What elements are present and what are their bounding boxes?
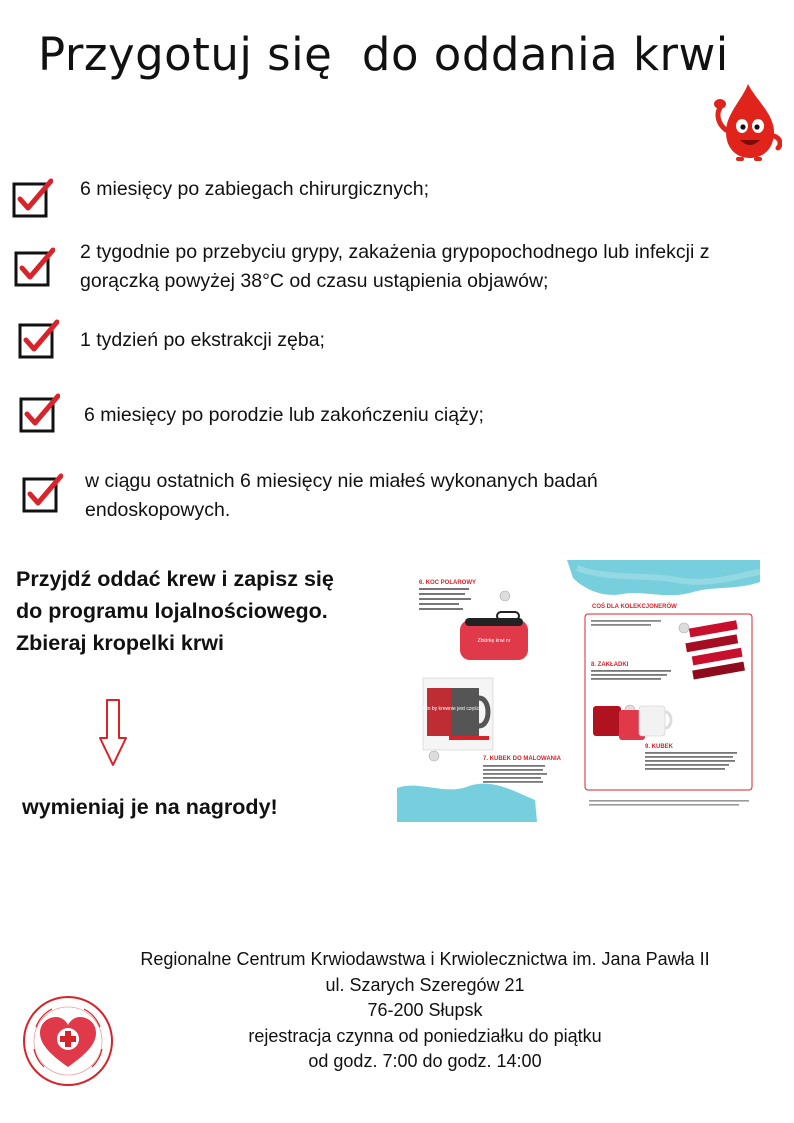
catalog-blanket-print: Zbiórkę krwi nr xyxy=(477,638,511,644)
rckik-logo-icon xyxy=(22,995,114,1087)
rewards-catalog-image xyxy=(397,560,760,822)
catalog-item8-title: 8. ZAKŁADKI xyxy=(591,662,629,668)
red-checkbox-icon xyxy=(21,473,63,515)
checklist-item-2: 2 tygodnie po przebyciu grypy, zakażenia grypopochodnego lub infekcji z gorączką powyżej 38°C od czasu ustąpienia objawów; xyxy=(80,241,710,292)
red-checkbox-icon xyxy=(11,178,53,220)
page-title: Przygotuj się do oddania krwi xyxy=(38,28,729,81)
red-checkbox-icon xyxy=(13,247,55,289)
footer-line: rejestracja czynna od poniedziałku do piątku xyxy=(248,1025,602,1046)
footer-line: Regionalne Centrum Krwiodawstwa i Krwiolecznictwa im. Jana Pawła II xyxy=(140,949,710,969)
catalog-item6-title: 6. KOC POLAROWY xyxy=(419,580,477,586)
blood-drop-mascot-icon xyxy=(712,78,782,164)
promo-line: do programu lojalnościowego. xyxy=(16,599,328,623)
checklist-item-1: 6 miesięcy po zabiegach chirurgicznych; xyxy=(80,178,430,200)
loyalty-program-text xyxy=(16,563,334,659)
red-checkbox-icon xyxy=(18,393,60,435)
rewards-text: wymieniaj je na nagrody! xyxy=(22,795,278,819)
footer-line: 76-200 Słupsk xyxy=(367,1000,483,1020)
red-checkbox-icon xyxy=(17,319,59,361)
catalog-item9-title: 9. KUBEK xyxy=(645,744,674,750)
checklist-item-4: 6 miesięcy po porodzie lub zakończeniu ciąży; xyxy=(84,404,484,426)
catalog-collectors-title: COŚ DLA KOLEKCJONERÓW xyxy=(592,604,677,610)
footer-address xyxy=(100,947,750,1075)
down-arrow-icon xyxy=(98,698,128,768)
checklist-item-3: 1 tydzień po ekstrakcji zęba; xyxy=(80,329,325,351)
catalog-item7-title: 7. KUBEK DO MALOWANIA xyxy=(483,756,561,762)
catalog-mug-print: Kto by krewnie jest częścią xyxy=(422,706,484,712)
promo-line: Zbieraj kropelki krwi xyxy=(16,631,224,655)
footer-line: od godz. 7:00 do godz. 14:00 xyxy=(308,1051,542,1071)
footer-line: ul. Szarych Szeregów 21 xyxy=(325,974,525,995)
promo-line: Przyjdź oddać krew i zapisz się xyxy=(16,567,334,591)
checklist-item-5: w ciągu ostatnich 6 miesięcy nie miałeś wykonanych badań endoskopowych. xyxy=(85,470,598,521)
